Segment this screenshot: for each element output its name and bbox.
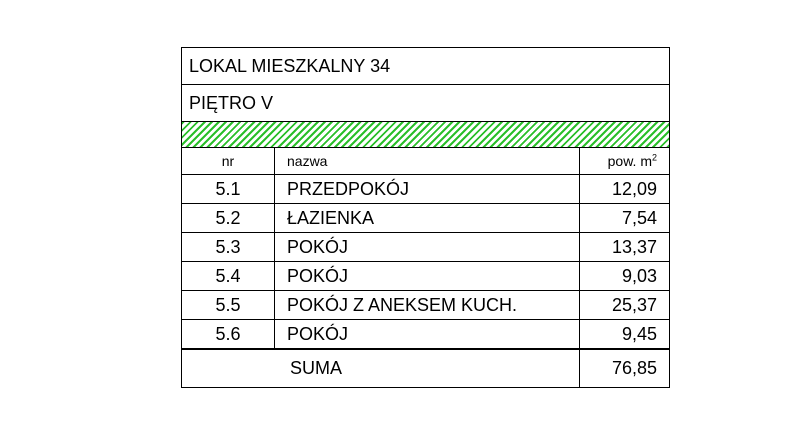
room-area: 25,37: [580, 291, 670, 320]
hatch-legend-band: [182, 122, 669, 148]
column-header-row: [182, 148, 669, 175]
room-area: 7,54: [580, 204, 670, 233]
rooms-table: [182, 148, 669, 387]
room-name: POKÓJ: [275, 262, 580, 291]
sum-label: SUMA: [182, 349, 580, 387]
sum-value: 76,85: [580, 349, 670, 387]
room-name: POKÓJ: [275, 233, 580, 262]
room-name: POKÓJ: [275, 320, 580, 350]
room-number: 5.2: [182, 204, 275, 233]
room-number: 5.1: [182, 175, 275, 204]
column-header-area: [580, 148, 670, 175]
room-schedule: [181, 47, 670, 388]
room-name: ŁAZIENKA: [275, 204, 580, 233]
table-row: [182, 262, 669, 291]
floor-label: PIĘTRO V: [182, 85, 669, 122]
room-name: POKÓJ Z ANEKSEM KUCH.: [275, 291, 580, 320]
table-row: [182, 291, 669, 320]
column-header-nr: nr: [182, 148, 275, 175]
table-row: [182, 175, 669, 204]
room-area: 9,03: [580, 262, 670, 291]
room-area: 13,37: [580, 233, 670, 262]
room-number: 5.6: [182, 320, 275, 350]
room-area: 12,09: [580, 175, 670, 204]
room-name: PRZEDPOKÓJ: [275, 175, 580, 204]
room-number: 5.3: [182, 233, 275, 262]
unit-title: LOKAL MIESZKALNY 34: [182, 48, 669, 85]
table-row: [182, 320, 669, 350]
room-area: 9,45: [580, 320, 670, 350]
area-unit-label: pow. m: [607, 153, 652, 169]
column-header-name: nazwa: [275, 148, 580, 175]
area-unit-superscript: 2: [651, 152, 657, 163]
room-number: 5.5: [182, 291, 275, 320]
table-row: [182, 233, 669, 262]
room-number: 5.4: [182, 262, 275, 291]
sum-row: [182, 349, 669, 387]
table-row: [182, 204, 669, 233]
